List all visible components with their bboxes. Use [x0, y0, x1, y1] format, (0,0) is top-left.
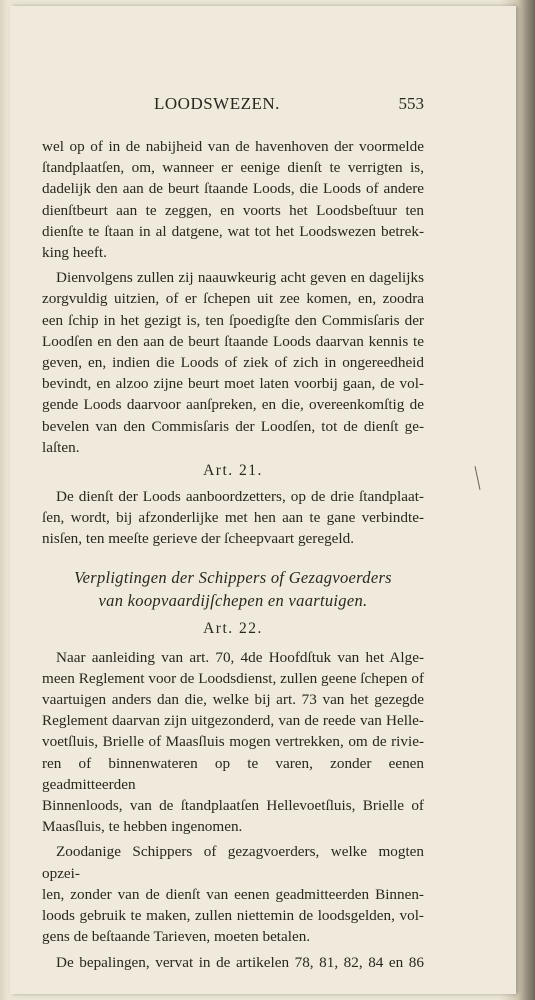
running-head: LOODSWEZEN.: [154, 94, 280, 113]
text-line: zorgvuldig uitzien, of er ſchepen uit zee komen, en, zoodra: [42, 290, 424, 308]
text-line: Loodſen en den aan de beurt ſtaande Loods daarvan kennis te: [42, 332, 424, 350]
section-title-line: van koopvaardijſchepen en vaartuigen.: [98, 590, 368, 610]
section-title: [42, 566, 424, 612]
text-line: dienſtbeurt aan te zeggen, en voorts het Loodsbeſtuur ten: [42, 201, 424, 219]
page-text: [42, 94, 424, 973]
text-line: Naar aanleiding van art. 70, 4de Hoofdſtuk van het Alge-: [56, 648, 424, 666]
margin-mark: [475, 466, 481, 490]
text-line: ſen, wordt, bij afzonderlijke met hen aan te gane verbindte-: [42, 509, 424, 527]
text-line: laſten.: [42, 438, 80, 456]
text-line: gende Loods daarvoor aanſpreken, en die, overeenkomſtig de: [42, 396, 424, 414]
text-line: Maasſluis, te hebben ingenomen.: [42, 818, 243, 836]
text-line: Binnenloods, van de ſtandplaatſen Hellevoetſluis, Brielle of: [42, 797, 424, 815]
text-line: Dienvolgens zullen zij naauwkeurig acht geven en dagelijks: [56, 269, 424, 287]
section-title-line: Verpligtingen der Schippers of Gezagvoerders: [74, 567, 392, 587]
text-line: loods gebruik te maken, zullen niettemin de loodsgelden, vol-: [42, 907, 424, 925]
text-line: gens de beſtaande Tarieven, moeten betalen.: [42, 928, 311, 946]
text-line: ſtandplaatſen, om, wanneer er eenige dienſt te verrigten is,: [42, 159, 424, 177]
text-line: len, zonder van de dienſt van eenen geadmitteerden Binnen-: [42, 885, 424, 903]
text-line: meen Reglement voor de Loodsdienst, zullen geene ſchepen of: [42, 669, 424, 687]
text-line: bevelen van den Commisſaris der Loodſen, tot de dienſt ge-: [42, 417, 424, 435]
text-line: De dienſt der Loods aanboordzetters, op de drie ſtandplaat-: [56, 488, 424, 506]
article-heading: Art. 22.: [203, 619, 263, 637]
text-line: Reglement daarvan zijn uitgezonderd, van de reede van Helle-: [42, 712, 424, 730]
book-page: [10, 6, 516, 994]
text-line: bevindt, en alzoo zijne beurt moet laten voorbij gaan, de vol-: [42, 375, 424, 393]
page-header: [42, 94, 424, 124]
body-text: [42, 136, 424, 973]
text-line: een ſchip in het gezigt is, ten ſpoedigſte den Commisſaris der: [42, 311, 424, 329]
text-line: king heeft.: [42, 244, 107, 262]
text-line: geven, en, indien die Loods of ziek of zich in ongereedheid: [42, 354, 424, 372]
text-line: dienſte te ſtaan in al datgene, wat tot het Loodswezen betrek-: [42, 222, 424, 240]
text-line: nisſen, ten meeſte gerieve der ſcheepvaart geregeld.: [42, 530, 355, 548]
text-line: voetſluis, Brielle of Maasſluis mogen vertrekken, om de rivie-: [42, 733, 424, 751]
text-line: wel op of in de nabijheid van de havenhoven der voormelde: [42, 138, 424, 155]
article-heading: Art. 21.: [203, 462, 263, 480]
text-line: dadelijk den aan de beurt ſtaande Loods, die Loods of andere: [42, 180, 424, 198]
text-line: vaartuigen anders dan die, welke bij art. 73 van het gezegde: [42, 691, 424, 709]
page-number: 553: [398, 94, 424, 113]
text-line: Zoodanige Schippers of gezagvoerders, welke mogten opzei-: [42, 843, 424, 882]
text-line: De bepalingen, vervat in de artikelen 78, 81, 82, 84 en 86: [56, 953, 424, 971]
text-line: ren of binnenwateren op te varen, zonder eenen geadmitteerden: [42, 754, 424, 793]
